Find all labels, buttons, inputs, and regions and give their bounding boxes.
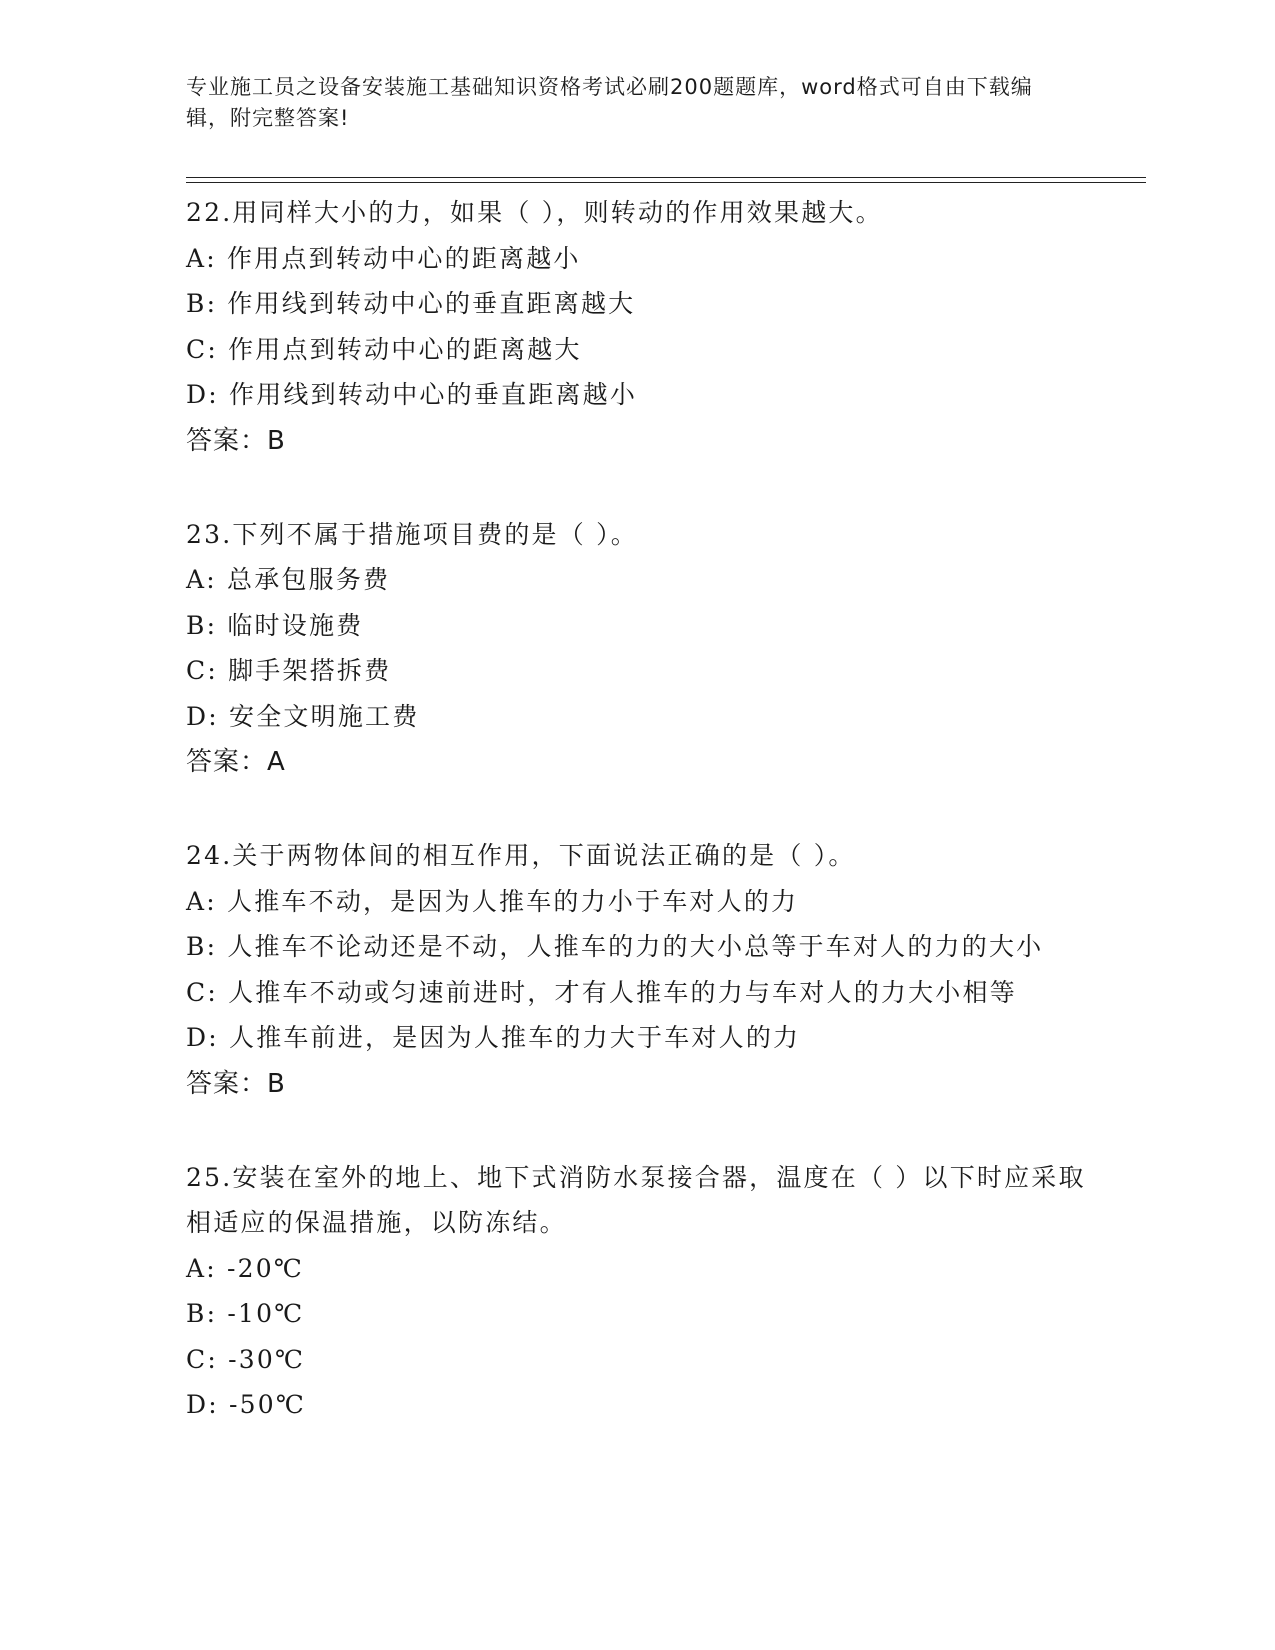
option-b: B: -10℃ [186, 1299, 305, 1328]
question-24 [186, 833, 1086, 1107]
option-c: C: -30℃ [186, 1344, 306, 1374]
question-answer: 答案：B [186, 425, 286, 456]
option-c: C: 作用点到转动中心的距离越大 [186, 334, 582, 364]
question-list [186, 190, 1086, 1476]
option-c: C: 脚手架搭拆费 [186, 656, 392, 685]
option-a: A: 总承包服务费 [186, 565, 391, 594]
option-a: A: 作用点到转动中心的距离越小 [186, 243, 581, 273]
question-stem: 22.用同样大小的力，如果（ ），则转动的作用效果越大。 [186, 198, 883, 227]
question-answer: 答案：B [186, 1068, 286, 1099]
option-c: C: 人推车不动或匀速前进时，才有人推车的力与车对人的力大小相等 [186, 977, 1017, 1007]
option-b: B: 临时设施费 [186, 610, 364, 640]
question-stem: 23.下列不属于措施项目费的是（ ）。 [186, 519, 639, 549]
question-stem: 25.安装在室外的地上、地下式消防水泵接合器，温度在（ ）以下时应采取相适应的保温措施，以防冻结。 [186, 1162, 1086, 1237]
header-divider-bottom [186, 182, 1146, 183]
option-d: D: 人推车前进，是因为人推车的力大于车对人的力 [186, 1023, 801, 1052]
option-a: A: -20℃ [186, 1253, 305, 1283]
option-b: B: 作用线到转动中心的垂直距离越大 [186, 289, 636, 318]
option-d: D: -50℃ [186, 1390, 307, 1419]
question-stem: 24.关于两物体间的相互作用，下面说法正确的是（ ）。 [186, 841, 856, 870]
option-d: D: 作用线到转动中心的垂直距离越小 [186, 380, 638, 409]
option-d: D: 安全文明施工费 [186, 701, 420, 731]
option-a: A: 人推车不动，是因为人推车的力小于车对人的力 [186, 886, 799, 916]
question-22 [186, 190, 1086, 464]
question-25 [186, 1155, 1086, 1428]
document-header: 专业施工员之设备安装施工基础知识资格考试必刷200题题库，word格式可自由下载编辑，附完整答案! [186, 75, 1033, 130]
question-answer: 答案：A [186, 747, 286, 777]
option-b: B: 人推车不论动还是不动，人推车的力的大小总等于车对人的力的大小 [186, 932, 1044, 961]
header-divider-top [186, 177, 1146, 178]
question-23 [186, 512, 1086, 786]
